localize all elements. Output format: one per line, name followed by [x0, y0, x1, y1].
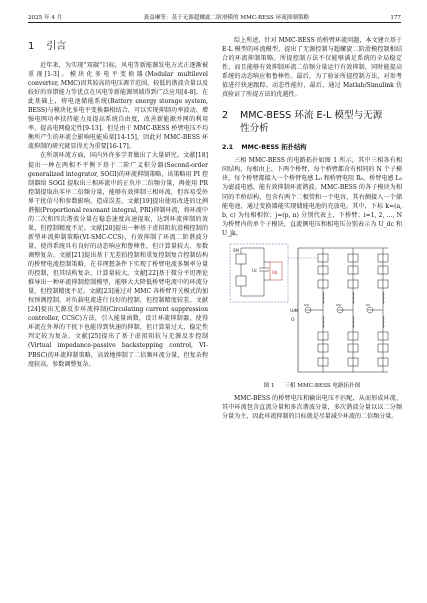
header-page-number: 177	[390, 15, 401, 21]
phase-a-label: ua	[304, 301, 309, 307]
capacitor-label: Uc	[252, 267, 258, 273]
header-date: 2025 年 4 月	[28, 15, 63, 21]
submodule-label: SM	[233, 247, 239, 253]
subsection-title: MMC-BESS 拓扑结构	[241, 144, 307, 152]
section-2-title-line1: MMC-BESS 环流 E-L 模型与无源	[240, 110, 383, 122]
page-header	[28, 9, 401, 21]
left-column	[28, 36, 208, 369]
header-rule	[28, 22, 401, 23]
section-1-title: 引言	[46, 41, 67, 52]
figure-1	[222, 242, 402, 378]
phase-legs	[305, 248, 388, 372]
subsection-number: 2.1	[222, 144, 234, 152]
section-2-heading	[222, 109, 402, 135]
intro-paragraph-2: 在所剖环流方面，国内外许多学者做出了大量研究。文献[18]提出一种在两相不平衡下基于二阶广义积分器(Second-order generalized integrator, SOGI)的环流抑制策略，该策略用 PI 控制器给 SOGI 提取出三相环流中的正负序二倍频分量，再使用 PR 控制提取出零序二倍频分量，能够有效抑制三相环流，但容易受外界干扰信号和参数影响，造成误差。文献[19]提出使用改进的比例谐振(Proportional resonant integral, PRI)抑制环流，将环流中的二次和四次谐波分量在稳态速度高速提取，达到环流抑制的效果，但控制精度不足。文献[20]提出一种基于虚拟阻抗滑模控制的新型环流抑制策略(VI-SMC-CCS)，有效抑制了环流二阶谐波分量，使得系统具有良好的动态响应和鲁棒性，但计算量较大、参数调整复杂。文献[21]提出基于无差拍控制和重复控制复合控制结构的桥臂电流控制策略，在非理想条件下实现了桥臂电流多频率分量的控制，但其结构复杂、计算量较大。文献[22]基于微分平坦理论推导出一种环流抑制控制模型，能够大大降低桥臂电流中的环流分量，但控制精度不足。文献[23]通过对 MMC 各桥臂开关模式的加权预测控制，对负载电流进行良好的控制，但控制精度较差。文献[24]提出无源反步环流抑制(Circulating current suppression controller, CCSC)方法，引入能量函数，设计环流抑制器，使得环流在外界的干扰下也能得到快速的抑制，但计算量过大，稳定性判定较为复杂。文献[25]提出了基于虚拟阻抗与无源反步控制(Virtual impedance-passive backstepping control, VI-PBSC)的环流抑制策略，高效地抑制了二倍频环流分量，但复杂程度较高，参数调整复杂。	[28, 152, 208, 368]
phase-c-label: uc	[366, 301, 371, 307]
phase-b-label: ub	[336, 301, 341, 307]
figure-number: 图 1	[263, 382, 275, 389]
right-column	[222, 36, 402, 421]
subsection-2-1-heading	[222, 143, 402, 152]
summary-paragraph: 综上所述，针对 MMC-BESS 的桥臂环流问题，本文建立基于 E-L 模型的环流模型，提出了无源控制与超螺旋二阶滑模控制相结合的环流抑制策略。所提控制方法不仅能够满足系统的全局稳定性，而且能够有效抑制环流二倍频分量运行有效抑制，同时能提高系统的动态响应和鲁棒性。最后，为了验证所提控制方法，对参考值进行快速跟踪、动态性能好、最后，通过 Matlab/Simulink 仿真验证了所提方法的优越性。	[222, 37, 402, 99]
section-2-number: 2	[222, 110, 229, 122]
section-1-heading	[28, 40, 208, 53]
header-running-title: 龚益琳等：基于无源超螺旋二阶滑模的 MMC-BESS 环流抑制策略	[143, 15, 310, 21]
section-2-title-line2: 性分析	[240, 123, 269, 135]
dc-voltage-label: Udc	[290, 308, 299, 314]
circulating-current-paragraph: MMC-BESS 的桥臂电压和输出电压不匹配，从而形成环流，其中环流包含直流分量和多次谐波分量，多次谐波分量以以二分频分量为主，因此环流抑制的目标就是尽量减少环流的二倍频分量。	[222, 394, 402, 420]
mmc-bess-circuit-diagram	[228, 242, 396, 378]
intro-paragraph-1: 近年来，为实现“双碳”目标，风电等新能源发电方式正逐渐被重视[1-3]。模块化多电平变换器(Modular multilevel converter, MMC)因其较高的电压调节范围、较低的谐波含量以及较好的容错能力等优点在风电等新能源领域得到广泛应用[4-8]。在此基础上，将电池储能系统(Battery energy storage system, BESS)与模块化多电平变换器相结合，可以实现抑制功率波动、增强电网功率扶持能力及提高系统自由度，改善新能源并网的利用率，提高电网稳定性[9-13]。但是由于 MMC-BESS 桥臂电压不均衡所产生的环流会影响电能质量[14-15]，因此对 MMC-BESS 环流抑制的研究就显得尤为重要[16-17]。	[28, 62, 208, 151]
figure-1-caption	[222, 382, 402, 390]
figure-caption-text: 三相 MMC-BESS 电路拓扑图	[284, 382, 361, 389]
battery-label: Ub	[272, 269, 278, 275]
ground-label: O	[291, 317, 295, 323]
section-1-number: 1	[28, 41, 35, 52]
topology-paragraph: 三相 MMC-BESS 的电路拓扑如图 1 所示，其中三相各有相同结构，每相由上、下两个桥臂，每个桥臂都含有相同的 N 个子模块，每个桥臂都接入一个桥臂电感 L₀ 和桥臂电阻 R₀，桥臂电感 L₀ 为滤波电感，能有效抑制环流谐波。MMC-BESS 的各子模块为相同的半桥结构，包含有两个二极管和一个电容，其右侧接入一个储能电池，通过变换器能实现储能电池的充放电。其中，下标 k=(a, b, c) 为每相相位；j=(p, n) 分别代表上、下桥臂；i=1, 2, …, N 为桥臂内的单个子模块，直流侧电压和相电压分别表示为 U_dc 和 U_jk。	[222, 157, 402, 237]
